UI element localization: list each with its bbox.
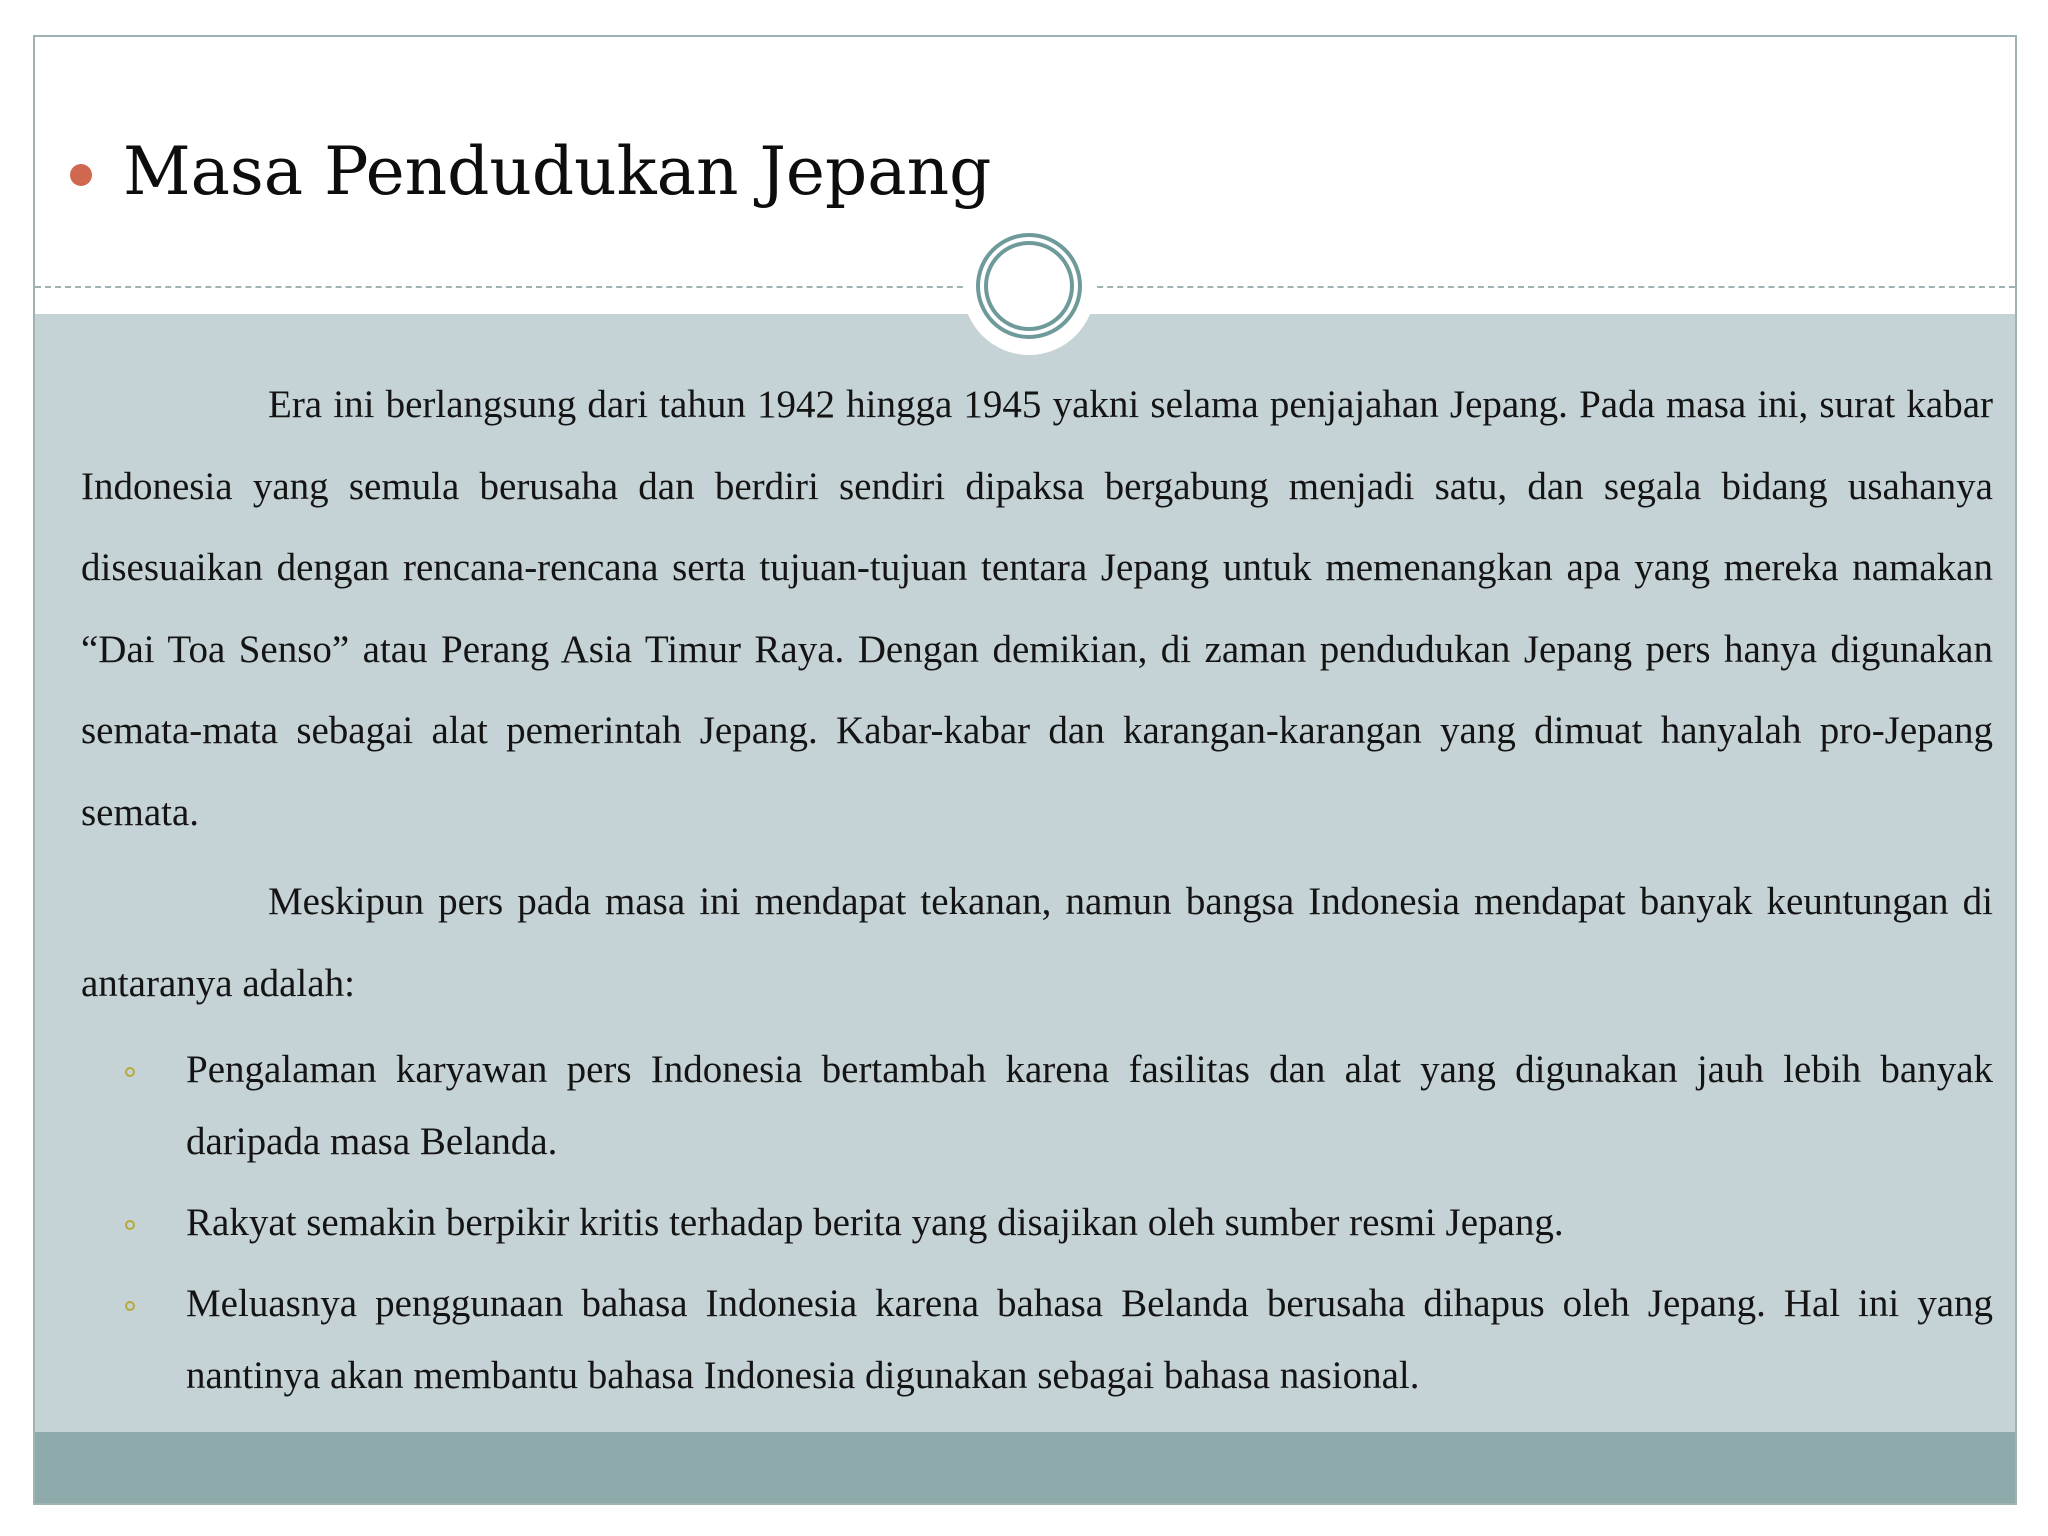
circle-bullet-icon <box>125 1067 135 1077</box>
circle-bullet-icon <box>125 1220 135 1230</box>
list-item-text: Pengalaman karyawan pers Indonesia bertambah karena fasilitas dan alat yang digunakan jauh lebih banyak daripada masa Belanda. <box>186 1048 1993 1163</box>
paragraph-benefits: Meskipun pers pada masa ini mendapat tekanan, namun bangsa Indonesia mendapat banyak keuntungan di antaranya adalah: <box>81 880 1993 1005</box>
footer-band <box>35 1432 2015 1505</box>
list-item <box>81 1187 1993 1259</box>
list-item-text: Rakyat semakin berpikir kritis terhadap berita yang disajikan oleh sumber resmi Jepang. <box>186 1201 1564 1244</box>
list-item <box>81 1268 1993 1412</box>
slide-title: Masa Pendudukan Jepang <box>123 133 992 210</box>
circle-ornament-inner-icon <box>984 241 1074 331</box>
benefit-list <box>81 1034 1993 1412</box>
circle-bullet-icon <box>125 1301 135 1311</box>
slide <box>33 35 2017 1505</box>
title-row <box>35 117 2015 227</box>
title-bullet-icon <box>70 164 92 186</box>
list-item <box>81 1034 1993 1178</box>
slide-content <box>81 364 1993 1421</box>
paragraph-intro: Era ini berlangsung dari tahun 1942 hingga 1945 yakni selama penjajahan Jepang. Pada masa ini, surat kabar Indonesia yang semula berusaha dan berdiri sendiri dipaksa bergabung menjadi satu, dan segala bidang usahanya disesuaikan dengan rencana-rencana serta tujuan-tujuan tentara Jepang untuk memenangkan apa yang mereka namakan “Dai Toa Senso” atau Perang Asia Timur Raya. Dengan demikian, di zaman pendudukan Jepang pers hanya digunakan semata-mata sebagai alat pemerintah Jepang. Kabar-kabar dan karangan-karangan yang dimuat hanyalah pro-Jepang semata. <box>81 383 1993 834</box>
list-item-text: Meluasnya penggunaan bahasa Indonesia karena bahasa Belanda berusaha dihapus oleh Jepang. Hal ini yang nantinya akan membantu bahasa Indonesia digunakan sebagai bahasa nasional. <box>186 1282 1993 1397</box>
